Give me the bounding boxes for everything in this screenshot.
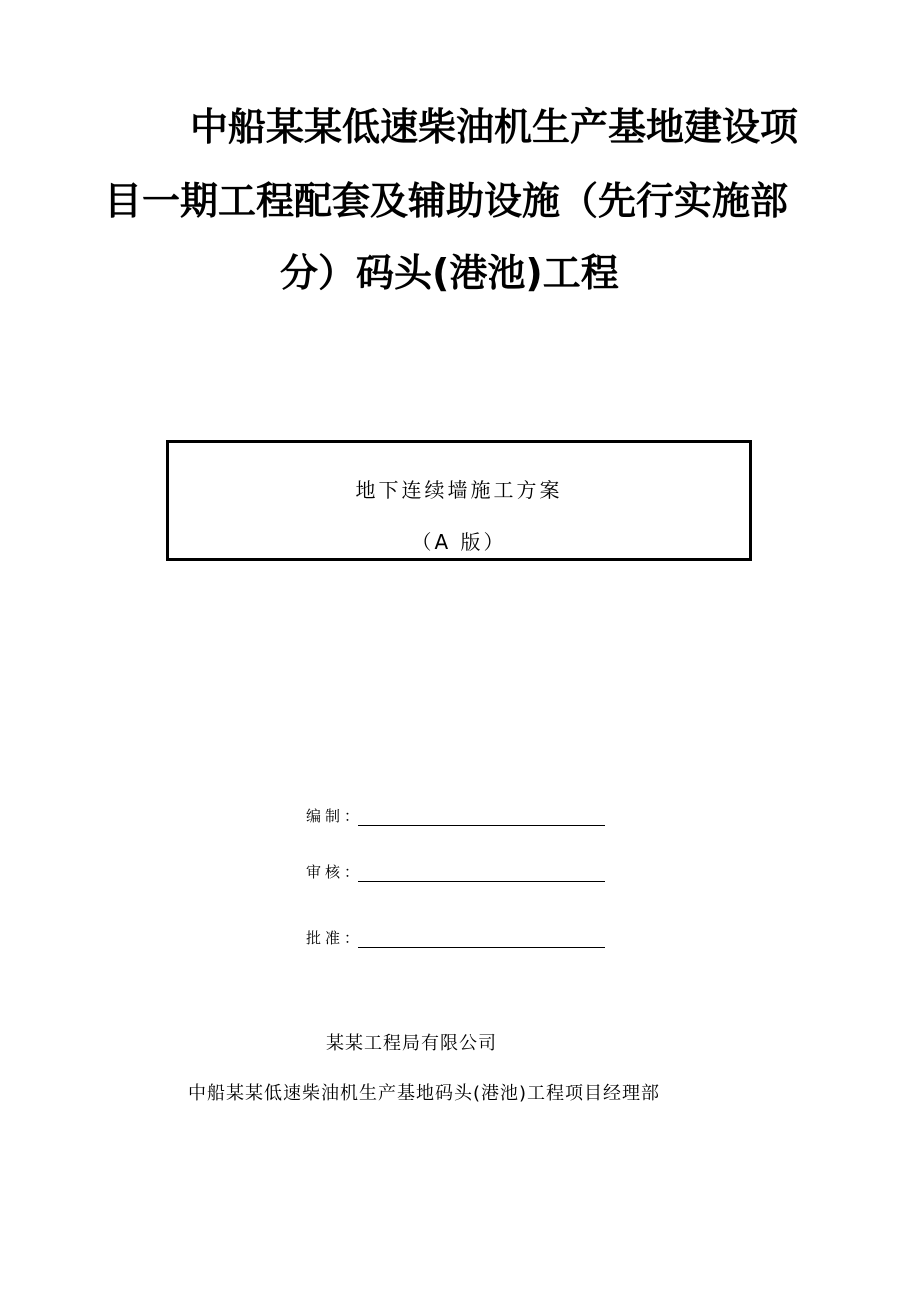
signature-row-approved [306, 928, 363, 952]
signature-label-compiled: 编制： [306, 807, 364, 825]
plan-title-box [166, 440, 752, 561]
department-name: 中船某某低速柴油机生产基地码头(港池)工程项目经理部 [188, 1083, 661, 1104]
title-line-3: 分）码头(港池)工程 [280, 251, 619, 295]
plan-version: （A 版） [411, 530, 507, 554]
signature-line-reviewed [358, 881, 605, 882]
signature-line-compiled [358, 825, 605, 826]
title-line-2: 目一期工程配套及辅助设施（先行实施部 [104, 179, 789, 223]
title-line-1: 中船某某低速柴油机生产基地建设项 [190, 105, 799, 149]
signature-row-compiled [306, 806, 363, 830]
signature-line-approved [358, 947, 605, 948]
plan-title: 地下连续墙施工方案 [355, 478, 563, 502]
signature-row-reviewed [306, 862, 363, 886]
signature-label-approved: 批准： [306, 929, 364, 947]
company-name: 某某工程局有限公司 [326, 1033, 497, 1054]
signature-label-reviewed: 审核： [306, 863, 364, 881]
